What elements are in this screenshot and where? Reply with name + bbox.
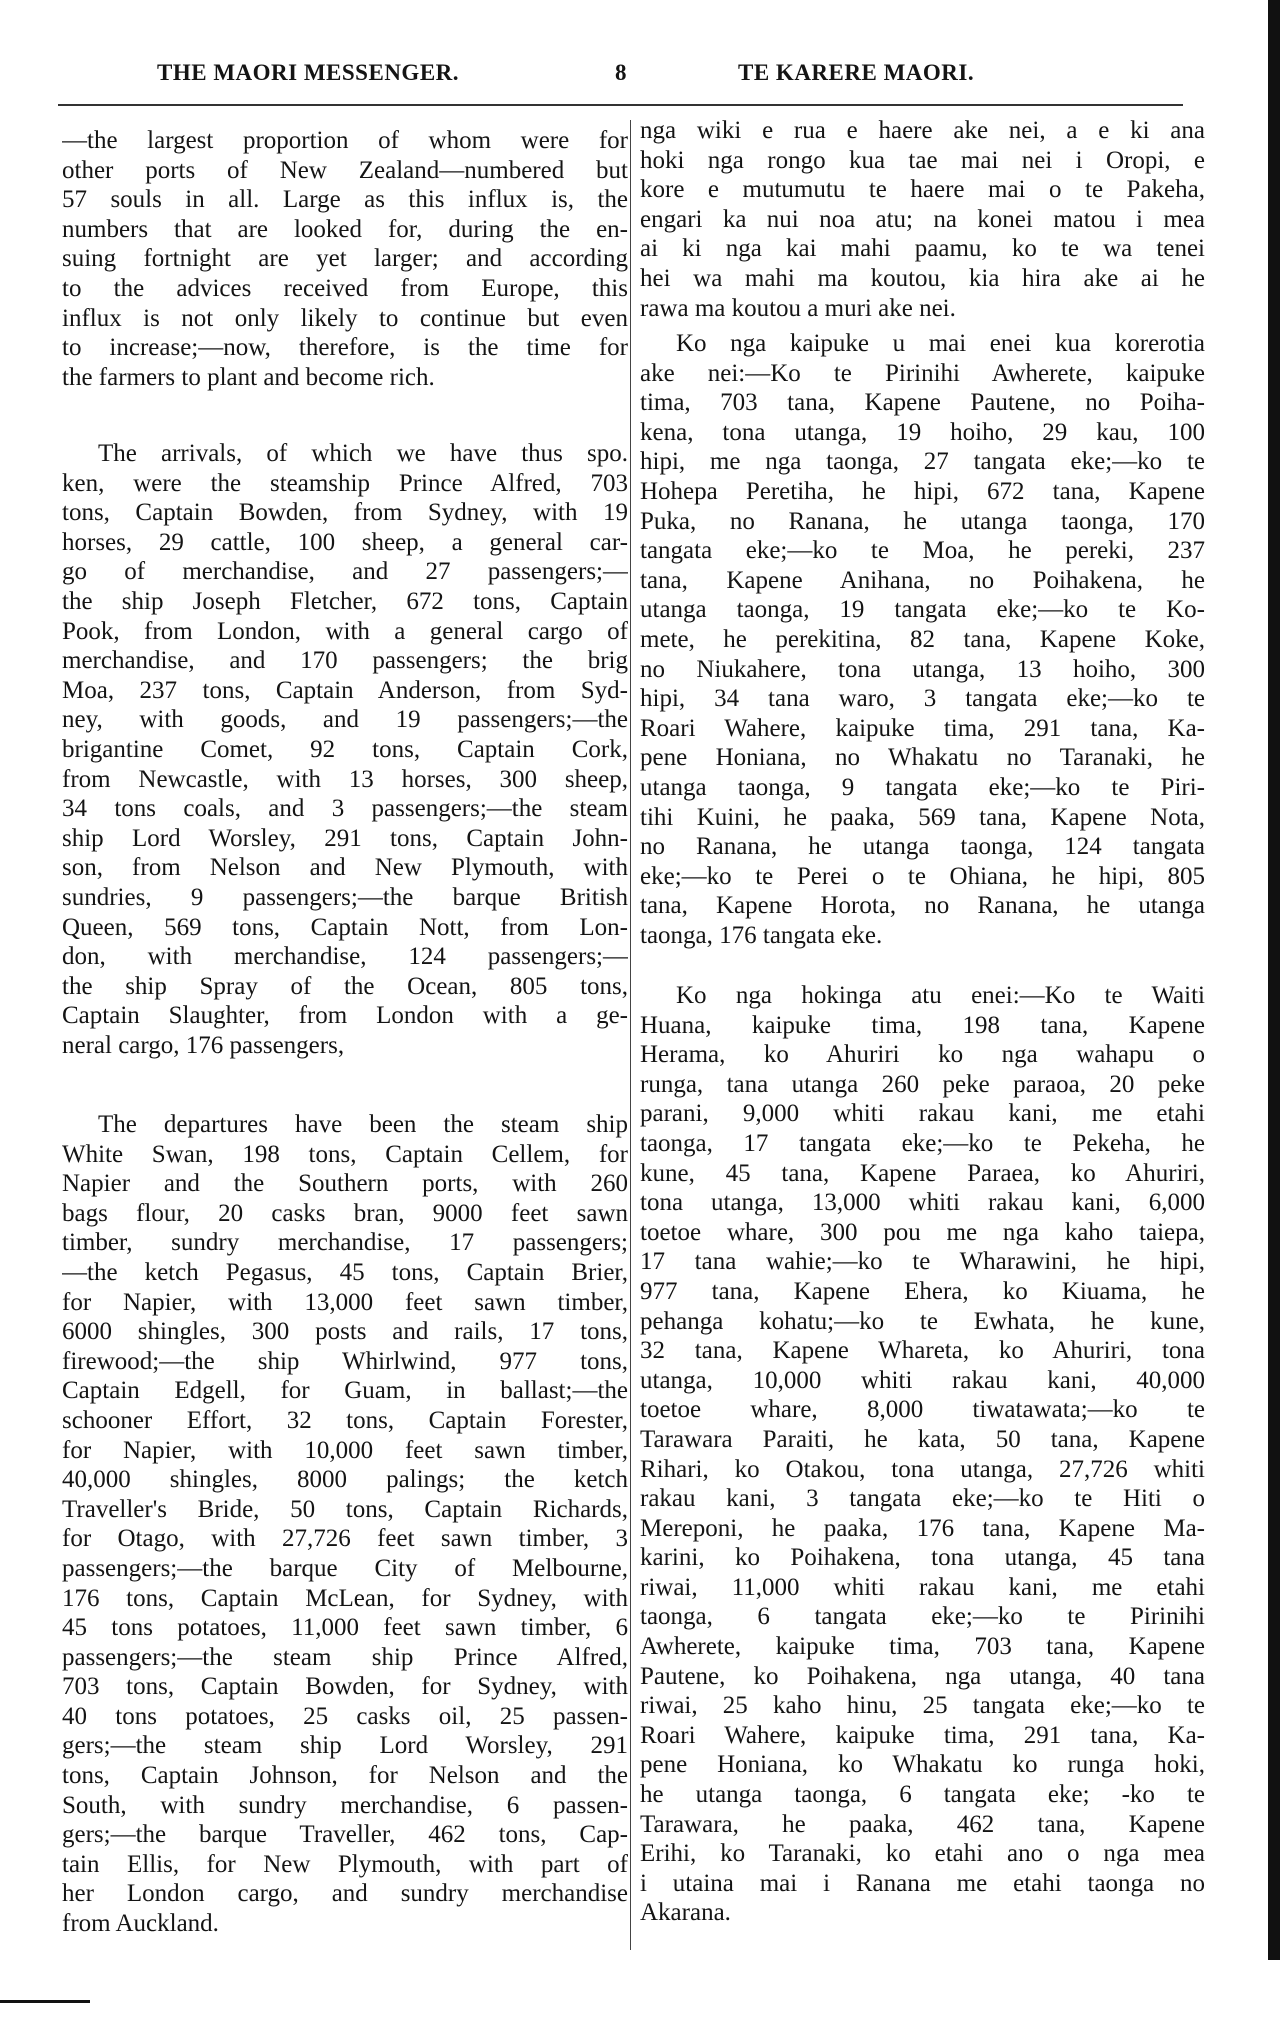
paragraph-arrivals bbox=[62, 439, 628, 1060]
text-line: South, with sundry merchandise, 6 passen- bbox=[62, 1791, 628, 1819]
text-line: 703 tons, Captain Bowden, for Sydney, with bbox=[62, 1673, 628, 1701]
text-line: Roari Wahere, kaipuke tima, 291 tana, Ka- bbox=[640, 714, 1205, 742]
text-line: —the ketch Pegasus, 45 tons, Captain Brier, bbox=[62, 1258, 628, 1286]
text-line: engari ka nui noa atu; na konei matou i mea bbox=[640, 205, 1205, 233]
text-line: taonga, 6 tangata eke;—ko te Pirinihi bbox=[640, 1603, 1205, 1631]
text-line: 40,000 shingles, 8000 palings; the ketch bbox=[62, 1466, 628, 1494]
text-line: Captain Slaughter, from London with a ge- bbox=[62, 1002, 628, 1030]
text-line: no Niukahere, tona utanga, 13 hoiho, 300 bbox=[640, 655, 1205, 683]
text-line: Hohepa Peretiha, he hipi, 672 tana, Kapene bbox=[640, 477, 1205, 505]
paragraph-departures bbox=[62, 1110, 628, 1939]
text-line: tons, Captain Johnson, for Nelson and the bbox=[62, 1762, 628, 1790]
text-line: for Napier, with 10,000 feet sawn timber, bbox=[62, 1436, 628, 1464]
text-line: Akarana. bbox=[640, 1899, 731, 1927]
text-line: ake nei:—Ko te Pirinihi Awherete, kaipuke bbox=[640, 359, 1205, 387]
text-line: ney, with goods, and 19 passengers;—the bbox=[62, 706, 628, 734]
text-line: tona utanga, 13,000 whiti rakau kani, 6,000 bbox=[640, 1189, 1205, 1217]
text-line: eke;—ko te Perei o te Ohiana, he hipi, 805 bbox=[640, 862, 1205, 890]
text-line: Awherete, kaipuke tima, 703 tana, Kapene bbox=[640, 1633, 1205, 1661]
text-line: Puka, no Ranana, he utanga taonga, 170 bbox=[640, 507, 1205, 535]
text-line: tons, Captain Bowden, from Sydney, with 19 bbox=[62, 499, 628, 527]
page-number: 8 bbox=[615, 60, 627, 85]
text-line: hoki nga rongo kua tae mai nei i Oropi, e bbox=[640, 146, 1205, 174]
text-line: gers;—the steam ship Lord Worsley, 291 bbox=[62, 1732, 628, 1760]
text-line: son, from Nelson and New Plymouth, with bbox=[62, 854, 628, 882]
text-line: Rihari, ko Otakou, tona utanga, 27,726 whiti bbox=[640, 1455, 1205, 1483]
text-line: 45 tons potatoes, 11,000 feet sawn timber, 6 bbox=[62, 1614, 628, 1642]
text-line: 977 tana, Kapene Ehera, ko Kiuama, he bbox=[640, 1277, 1205, 1305]
text-line: riwai, 25 kaho hinu, 25 tangata eke;—ko te bbox=[640, 1692, 1205, 1720]
text-line: mete, he perekitina, 82 tana, Kapene Koke, bbox=[640, 625, 1205, 653]
paragraph-departures-maori bbox=[640, 981, 1205, 1928]
text-line: Ko nga hokinga atu enei:—Ko te Waiti bbox=[676, 982, 1205, 1009]
text-line: ken, were the steamship Prince Alfred, 703 bbox=[62, 469, 628, 497]
text-line: pene Honiana, ko Whakatu ko runga hoki, bbox=[640, 1751, 1205, 1779]
text-line: Erihi, ko Taranaki, ko etahi ano o nga mea bbox=[640, 1840, 1205, 1868]
text-line: don, with merchandise, 124 passengers;— bbox=[62, 943, 628, 971]
scan-edge-shadow bbox=[1268, 0, 1280, 1960]
text-line: Pook, from London, with a general cargo of bbox=[62, 617, 628, 645]
text-line: to the advices received from Europe, this bbox=[62, 274, 628, 302]
text-line: Queen, 569 tons, Captain Nott, from Lon- bbox=[62, 913, 628, 941]
text-line: 17 tana wahie;—ko te Wharawini, he hipi, bbox=[640, 1248, 1205, 1276]
text-line: Napier and the Southern ports, with 260 bbox=[62, 1170, 628, 1198]
text-line: kena, tona utanga, 19 hoiho, 29 kau, 100 bbox=[640, 418, 1205, 446]
text-line: 57 souls in all. Large as this influx is, the bbox=[62, 186, 628, 214]
paragraph-arrivals-maori bbox=[640, 329, 1205, 950]
text-line: the ship Joseph Fletcher, 672 tons, Captain bbox=[62, 587, 628, 615]
text-line: merchandise, and 170 passengers; the brig bbox=[62, 647, 628, 675]
text-line: taonga, 17 tangata eke;—ko te Pekeha, he bbox=[640, 1129, 1205, 1157]
text-line: ship Lord Worsley, 291 tons, Captain John- bbox=[62, 824, 628, 852]
text-line: utanga taonga, 19 tangata eke;—ko te Ko- bbox=[640, 596, 1205, 624]
text-line: gers;—the barque Traveller, 462 tons, Cap- bbox=[62, 1821, 628, 1849]
text-line: tima, 703 tana, Kapene Pautene, no Poiha- bbox=[640, 389, 1205, 417]
text-line: Ko nga kaipuke u mai enei kua korerotia bbox=[676, 330, 1205, 357]
text-line: passengers;—the steam ship Prince Alfred, bbox=[62, 1643, 628, 1671]
text-line: no Ranana, he utanga taonga, 124 tangata bbox=[640, 833, 1205, 861]
text-line: Tarawara, he paaka, 462 tana, Kapene bbox=[640, 1810, 1205, 1838]
text-line: rawa ma koutou a muri ake nei. bbox=[640, 294, 956, 322]
paragraph-influx bbox=[62, 126, 628, 392]
text-line: schooner Effort, 32 tons, Captain Forester, bbox=[62, 1406, 628, 1434]
text-line: rakau kani, 3 tangata eke;—ko te Hiti o bbox=[640, 1485, 1205, 1513]
footer-rule bbox=[0, 2000, 90, 2003]
text-line: for Napier, with 13,000 feet sawn timber, bbox=[62, 1288, 628, 1316]
text-line: hipi, 34 tana waro, 3 tangata eke;—ko te bbox=[640, 685, 1205, 713]
text-line: Mereponi, he paaka, 176 tana, Kapene Ma- bbox=[640, 1514, 1205, 1542]
text-line: tihi Kuini, he paaka, 569 tana, Kapene Nota, bbox=[640, 803, 1205, 831]
text-line: 40 tons potatoes, 25 casks oil, 25 passen- bbox=[62, 1702, 628, 1730]
text-line: go of merchandise, and 27 passengers;— bbox=[62, 558, 628, 586]
text-line: bags flour, 20 casks bran, 9000 feet sawn bbox=[62, 1199, 628, 1227]
text-line: tangata eke;—ko te Moa, he pereki, 237 bbox=[640, 537, 1205, 565]
text-line: pehanga kohatu;—ko te Ewhata, he kune, bbox=[640, 1307, 1205, 1335]
paragraph-influx-maori bbox=[640, 116, 1205, 323]
text-line: sundries, 9 passengers;—the barque British bbox=[62, 883, 628, 911]
text-line: Huana, kaipuke tima, 198 tana, Kapene bbox=[640, 1011, 1205, 1039]
text-line: Captain Edgell, for Guam, in ballast;—the bbox=[62, 1377, 628, 1405]
text-line: Herama, ko Ahuriri ko nga wahapu o bbox=[640, 1041, 1205, 1069]
text-line: kore e mutumutu te haere mai o te Pakeha, bbox=[640, 176, 1205, 204]
text-line: utanga, 10,000 whiti rakau kani, 40,000 bbox=[640, 1366, 1205, 1394]
text-line: Moa, 237 tons, Captain Anderson, from Syd- bbox=[62, 676, 628, 704]
text-line: 32 tana, Kapene Whareta, ko Ahuriri, tona bbox=[640, 1337, 1205, 1365]
text-line: nga wiki e rua e haere ake nei, a e ki ana bbox=[640, 117, 1205, 144]
text-line: timber, sundry merchandise, 17 passengers; bbox=[62, 1229, 628, 1257]
text-line: other ports of New Zealand—numbered but bbox=[62, 156, 628, 184]
text-line: from Auckland. bbox=[62, 1910, 219, 1938]
text-line: —the largest proportion of whom were for bbox=[62, 127, 628, 154]
text-line: influx is not only likely to continue but even bbox=[62, 304, 628, 332]
text-line: from Newcastle, with 13 horses, 300 sheep, bbox=[62, 765, 628, 793]
masthead-maori: TE KARERE MAORI. bbox=[738, 60, 975, 85]
text-line: i utaina mai i Ranana me etahi taonga no bbox=[640, 1869, 1205, 1897]
text-line: Traveller's Bride, 50 tons, Captain Richards, bbox=[62, 1495, 628, 1523]
text-line: he utanga taonga, 6 tangata eke; -ko te bbox=[640, 1781, 1205, 1809]
text-line: tain Ellis, for New Plymouth, with part of bbox=[62, 1850, 628, 1878]
text-line: ai ki nga kai mahi paamu, ko te wa tenei bbox=[640, 235, 1205, 263]
text-line: pene Honiana, no Whakatu no Taranaki, he bbox=[640, 744, 1205, 772]
text-line: utanga taonga, 9 tangata eke;—ko te Piri- bbox=[640, 773, 1205, 801]
text-line: toetoe whare, 300 pou me nga kaho taiepa, bbox=[640, 1218, 1205, 1246]
text-line: toetoe whare, 8,000 tiwatawata;—ko te bbox=[640, 1396, 1205, 1424]
text-line: the ship Spray of the Ocean, 805 tons, bbox=[62, 972, 628, 1000]
text-line: The departures have been the steam ship bbox=[98, 1111, 628, 1138]
text-line: passengers;—the barque City of Melbourne, bbox=[62, 1554, 628, 1582]
text-line: White Swan, 198 tons, Captain Cellem, for bbox=[62, 1140, 628, 1168]
text-line: her London cargo, and sundry merchandise bbox=[62, 1880, 628, 1908]
text-line: hei wa mahi ma koutou, kia hira ake ai he bbox=[640, 264, 1205, 292]
text-line: riwai, 11,000 whiti rakau kani, me etahi bbox=[640, 1573, 1205, 1601]
text-line: firewood;—the ship Whirlwind, 977 tons, bbox=[62, 1347, 628, 1375]
text-line: Tarawara Paraiti, he kata, 50 tana, Kapene bbox=[640, 1425, 1205, 1453]
text-line: runga, tana utanga 260 peke paraoa, 20 peke bbox=[640, 1070, 1205, 1098]
text-line: hipi, me nga taonga, 27 tangata eke;—ko te bbox=[640, 448, 1205, 476]
text-line: brigantine Comet, 92 tons, Captain Cork, bbox=[62, 735, 628, 763]
masthead-english: THE MAORI MESSENGER. bbox=[157, 60, 460, 85]
text-line: numbers that are looked for, during the en- bbox=[62, 215, 628, 243]
text-line: neral cargo, 176 passengers, bbox=[62, 1031, 345, 1059]
text-line: 176 tons, Captain McLean, for Sydney, with bbox=[62, 1584, 628, 1612]
text-line: tana, Kapene Horota, no Ranana, he utanga bbox=[640, 892, 1205, 920]
column-divider bbox=[630, 120, 631, 1950]
text-line: taonga, 176 tangata eke. bbox=[640, 921, 883, 949]
text-line: Pautene, ko Poihakena, nga utanga, 40 tana bbox=[640, 1662, 1205, 1690]
text-line: for Otago, with 27,726 feet sawn timber, 3 bbox=[62, 1525, 628, 1553]
text-line: tana, Kapene Anihana, no Poihakena, he bbox=[640, 566, 1205, 594]
text-line: kune, 45 tana, Kapene Paraea, ko Ahuriri, bbox=[640, 1159, 1205, 1187]
text-line: karini, ko Poihakena, tona utanga, 45 tana bbox=[640, 1544, 1205, 1572]
text-line: The arrivals, of which we have thus spo. bbox=[98, 440, 628, 467]
header-rule bbox=[58, 104, 1183, 106]
text-line: 34 tons coals, and 3 passengers;—the steam bbox=[62, 795, 628, 823]
text-line: the farmers to plant and become rich. bbox=[62, 363, 435, 391]
text-line: to increase;—now, therefore, is the time for bbox=[62, 334, 628, 362]
text-line: parani, 9,000 whiti rakau kani, me etahi bbox=[640, 1100, 1205, 1128]
text-line: 6000 shingles, 300 posts and rails, 17 tons, bbox=[62, 1318, 628, 1346]
text-line: suing fortnight are yet larger; and according bbox=[62, 245, 628, 273]
text-line: horses, 29 cattle, 100 sheep, a general car- bbox=[62, 528, 628, 556]
text-line: Roari Wahere, kaipuke tima, 291 tana, Ka- bbox=[640, 1721, 1205, 1749]
